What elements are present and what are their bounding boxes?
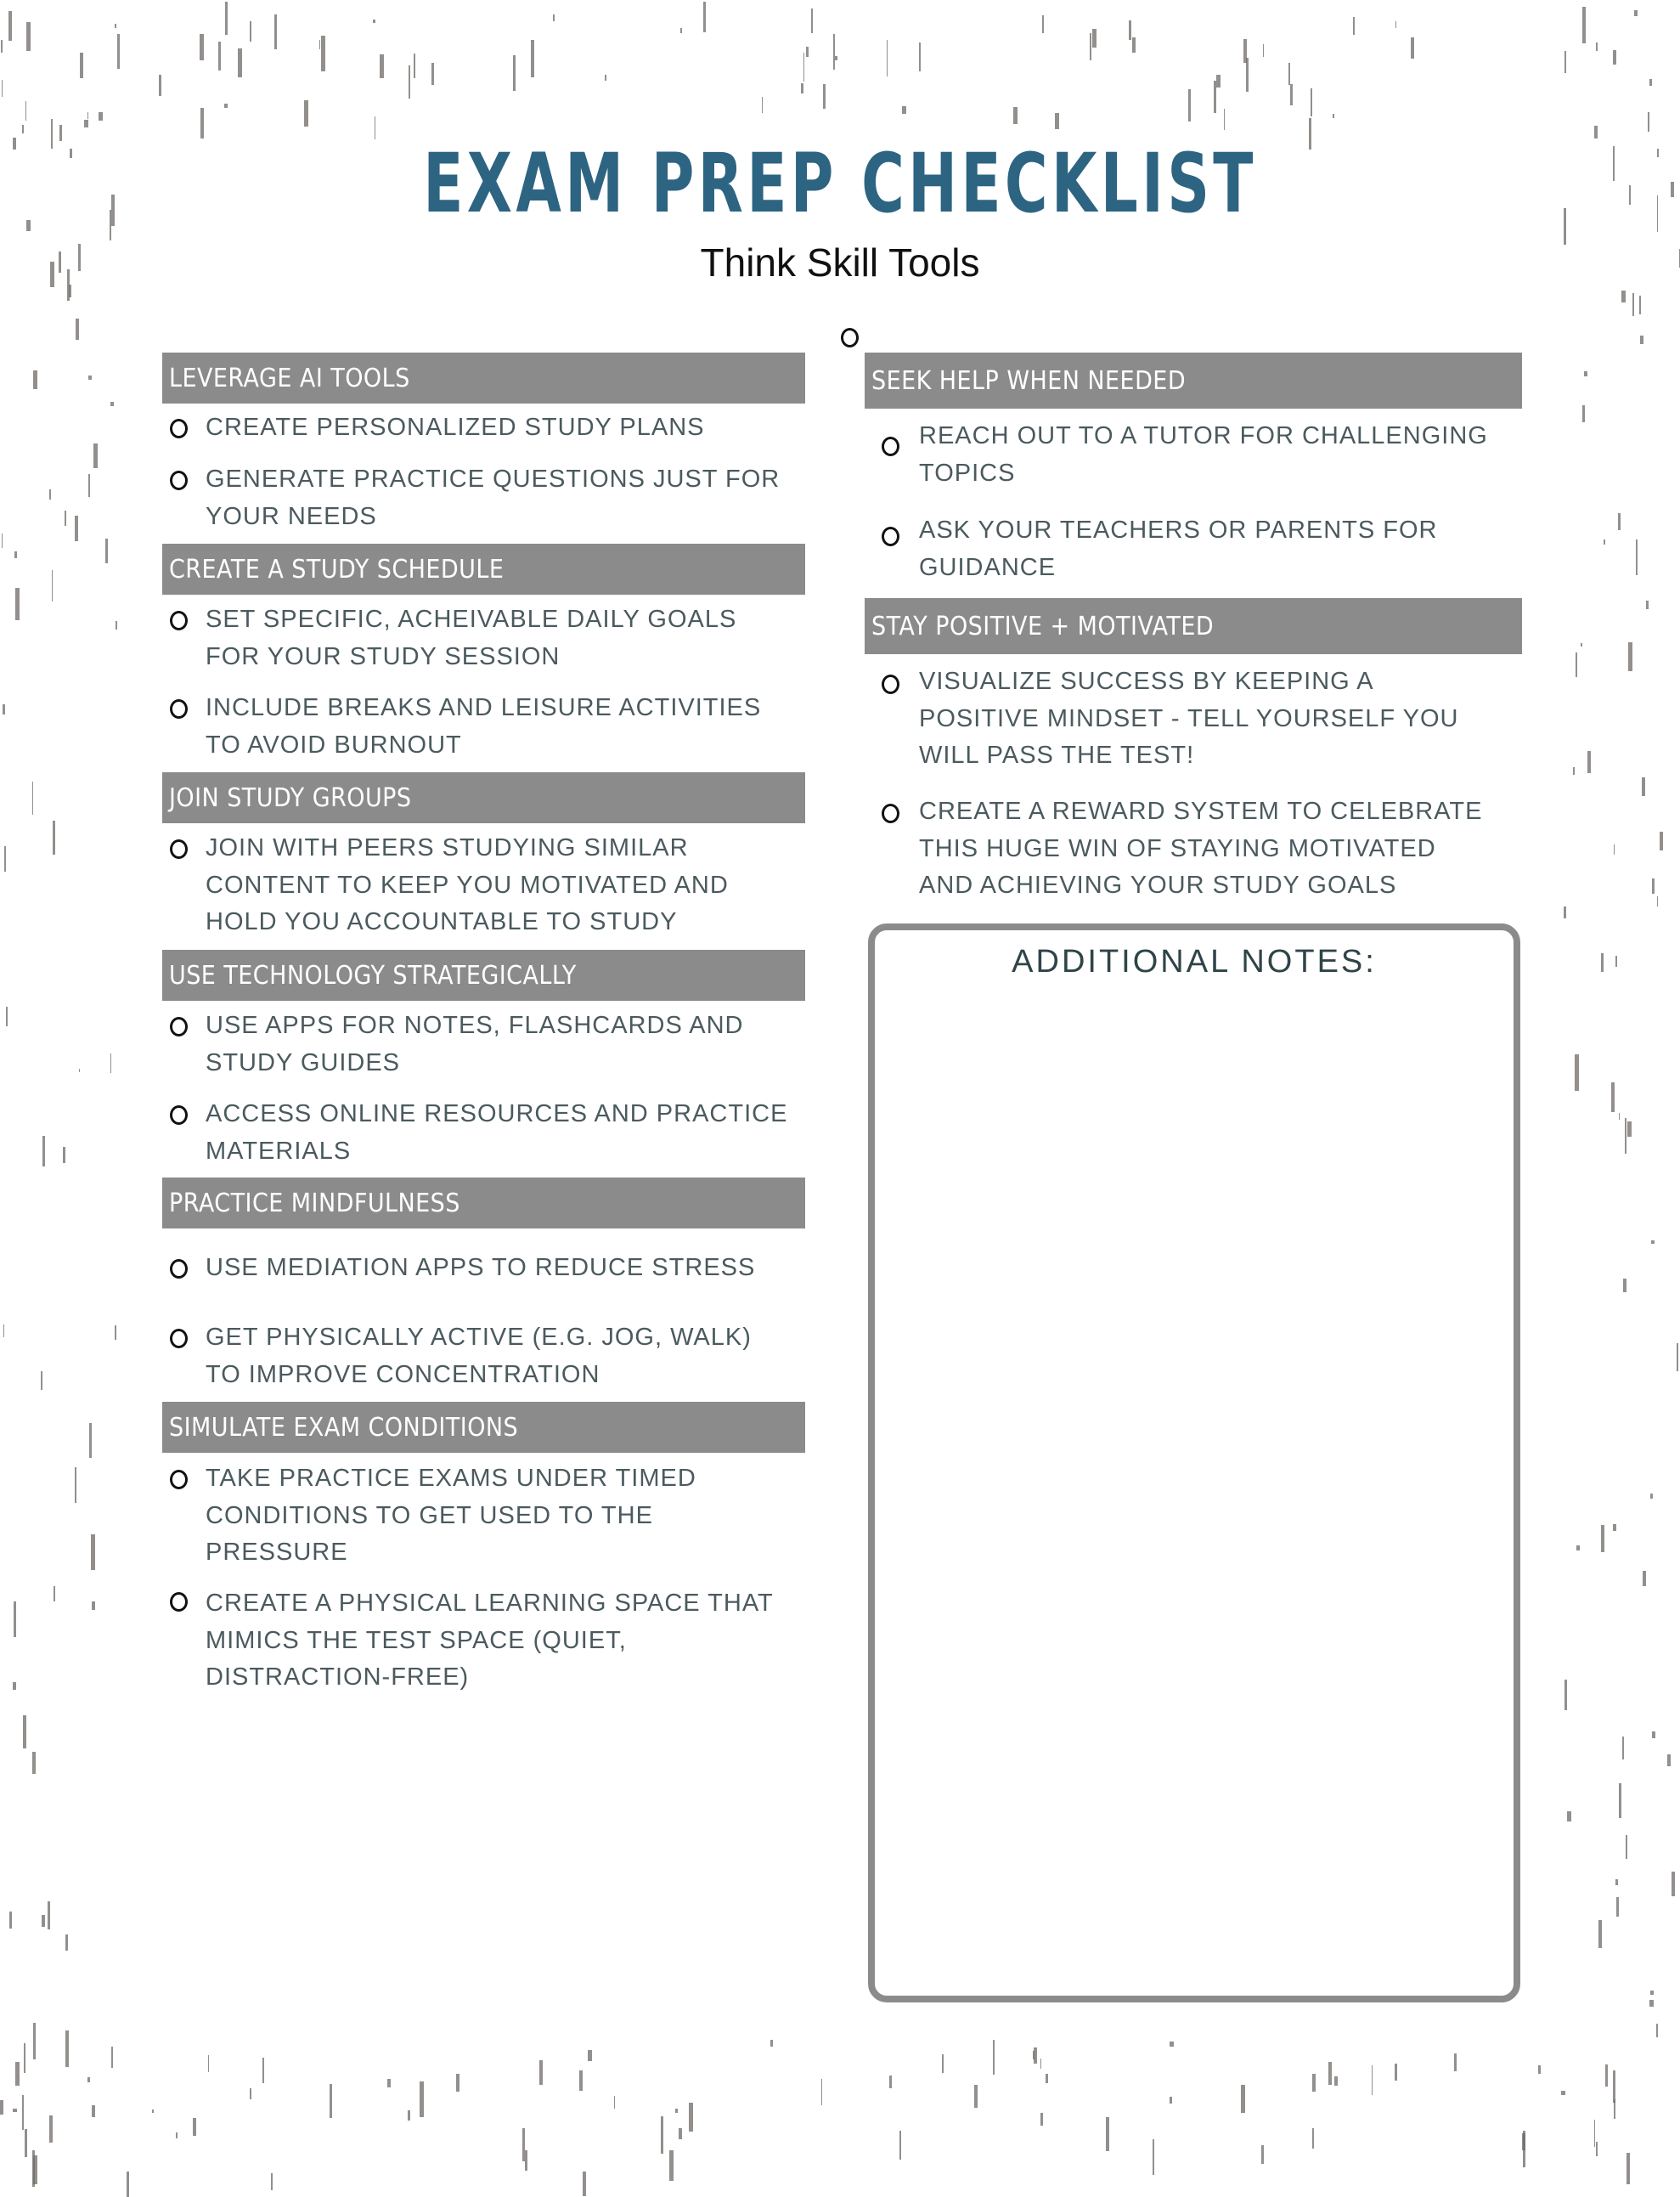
grunge-mark: [127, 2172, 129, 2197]
grunge-mark: [0, 2100, 3, 2115]
grunge-mark: [24, 2043, 26, 2074]
grunge-mark: [87, 112, 89, 119]
grunge-mark: [803, 53, 804, 82]
grunge-mark: [1652, 878, 1655, 895]
grunge-mark: [1170, 2097, 1171, 2104]
grunge-mark: [111, 195, 115, 226]
grunge-mark: [1013, 107, 1018, 124]
grunge-mark: [88, 376, 92, 380]
grunge-mark: [899, 2131, 900, 2159]
checkbox[interactable]: [882, 675, 899, 694]
grunge-mark: [1613, 146, 1614, 181]
grunge-mark: [431, 63, 434, 84]
checklist-item: SET SPECIFIC, ACHEIVABLE DAILY GOALS FOR YOUR STUDY SESSION: [206, 606, 737, 670]
grunge-mark: [75, 1467, 76, 1503]
grunge-mark: [88, 474, 90, 497]
grunge-mark: [2, 80, 3, 97]
grunge-mark: [1046, 2074, 1048, 2083]
grunge-mark: [262, 2058, 264, 2083]
grunge-mark: [1601, 1525, 1604, 1552]
grunge-mark: [1626, 2153, 1630, 2184]
grunge-mark: [1596, 42, 1598, 51]
grunge-mark: [1667, 1754, 1671, 1765]
grunge-mark: [3, 1324, 5, 1336]
grunge-mark: [456, 2074, 460, 2092]
grunge-mark: [1106, 2117, 1109, 2151]
grunge-mark: [513, 55, 516, 91]
grunge-mark: [1042, 15, 1044, 33]
grunge-mark: [69, 285, 71, 297]
grunge-mark: [92, 1601, 95, 1609]
grunge-mark: [1333, 114, 1334, 118]
grunge-mark: [1216, 75, 1221, 88]
grunge-mark: [1581, 643, 1582, 647]
grunge-mark: [42, 1136, 45, 1166]
grunge-mark: [1648, 112, 1649, 132]
grunge-mark: [208, 2055, 210, 2072]
grunge-mark: [59, 125, 62, 141]
grunge-mark: [218, 42, 221, 71]
checklist-item: CREATE A REWARD SYSTEM TO CELEBRATE THIS HUGE WIN OF STAYING MOTIVATED AND ACHIEVING YOUR STUDY GOALS: [919, 798, 1483, 899]
grunge-mark: [1628, 642, 1632, 671]
grunge-mark: [1640, 336, 1643, 345]
grunge-mark: [49, 2115, 53, 2143]
grunge-mark: [801, 83, 803, 93]
grunge-mark: [1639, 296, 1641, 314]
grunge-mark: [87, 2077, 90, 2083]
checkbox[interactable]: [170, 1017, 188, 1036]
page-title: EXAM PREP CHECKLIST: [423, 136, 1257, 231]
grunge-mark: [1584, 371, 1587, 376]
grunge-mark: [583, 2172, 586, 2196]
grunge-mark: [321, 36, 325, 71]
section-header: SEEK HELP WHEN NEEDED: [865, 353, 1522, 409]
grunge-mark: [1564, 51, 1566, 74]
grunge-mark: [1246, 58, 1249, 92]
grunge-mark: [65, 511, 66, 527]
grunge-mark: [680, 28, 683, 32]
grunge-mark: [1372, 2065, 1373, 2095]
grunge-mark: [1646, 601, 1649, 608]
grunge-mark: [6, 1007, 8, 1026]
grunge-mark: [224, 104, 228, 107]
grunge-mark: [65, 2030, 69, 2067]
grunge-mark: [319, 40, 320, 49]
grunge-mark: [1623, 1279, 1626, 1292]
grunge-mark: [1615, 1879, 1618, 1885]
grunge-mark: [531, 40, 534, 76]
section-header: PRACTICE MINDFULNESS: [162, 1178, 805, 1228]
checklist-item: VISUALIZE SUCCESS BY KEEPING A POSITIVE MINDSET - TELL YOURSELF YOU WILL PASS THE TEST!: [919, 668, 1459, 769]
grunge-mark: [110, 402, 114, 406]
grunge-mark: [679, 2128, 682, 2139]
grunge-mark: [1129, 20, 1131, 40]
checklist-item: ASK YOUR TEACHERS OR PARENTS FOR GUIDANCE: [919, 517, 1438, 581]
grunge-mark: [65, 1934, 68, 1951]
grunge-mark: [414, 54, 415, 79]
grunge-mark: [1652, 1731, 1655, 1738]
grunge-mark: [79, 1069, 80, 1072]
grunge-mark: [26, 220, 30, 231]
grunge-mark: [1650, 1991, 1654, 1995]
grunge-mark: [48, 1901, 51, 1929]
checklist-item: CREATE PERSONALIZED STUDY PLANS: [206, 414, 705, 441]
grunge-mark: [703, 2, 706, 33]
checklist-item: USE MEDIATION APPS TO REDUCE STRESS: [206, 1254, 756, 1281]
checkbox[interactable]: [882, 437, 899, 456]
grunge-mark: [1290, 84, 1293, 105]
grunge-mark: [111, 2047, 113, 2067]
grunge-mark: [1657, 896, 1658, 906]
checkbox[interactable]: [882, 804, 899, 823]
grunge-mark: [675, 2109, 677, 2113]
grunge-mark: [1651, 1240, 1655, 1245]
grunge-mark: [89, 1423, 92, 1458]
checklist-item: TAKE PRACTICE EXAMS UNDER TIMED CONDITIONS TO GET USED TO THE PRESSURE: [206, 1465, 696, 1566]
grunge-mark: [1312, 2128, 1313, 2149]
grunge-mark: [1657, 195, 1658, 232]
grunge-mark: [1188, 89, 1192, 122]
grunge-mark: [225, 2, 228, 35]
grunge-mark: [1649, 2000, 1654, 2007]
grunge-mark: [1642, 777, 1645, 797]
grunge-mark: [1582, 405, 1585, 423]
grunge-mark: [1573, 767, 1574, 776]
grunge-mark: [1656, 2024, 1658, 2037]
grunge-mark: [823, 84, 826, 109]
grunge-mark: [1312, 2074, 1315, 2092]
grunge-mark: [669, 2150, 674, 2181]
grunge-mark: [1621, 291, 1626, 302]
page-subtitle: Think Skill Tools: [700, 240, 980, 285]
checkbox[interactable]: [170, 1259, 188, 1279]
grunge-mark: [1395, 2064, 1396, 2081]
grunge-mark: [1033, 2051, 1034, 2059]
grunge-mark: [1649, 79, 1653, 87]
grunge-mark: [54, 1586, 55, 1601]
grunge-mark: [1598, 1920, 1602, 1947]
grunge-mark: [1564, 1680, 1567, 1710]
grunge-mark: [84, 120, 88, 127]
grunge-mark: [200, 34, 204, 59]
grunge-mark: [63, 1147, 65, 1163]
grunge-mark: [1613, 50, 1616, 64]
grunge-mark: [605, 75, 607, 82]
grunge-mark: [1626, 1835, 1627, 1859]
grunge-mark: [887, 40, 888, 76]
grunge-mark: [23, 1715, 26, 1748]
grunge-mark: [15, 588, 19, 620]
checkbox[interactable]: [170, 611, 188, 630]
grunge-mark: [942, 2054, 944, 2073]
checkbox[interactable]: [170, 1470, 188, 1489]
grunge-mark: [110, 1053, 111, 1073]
checklist-item: ACCESS ONLINE RESOURCES AND PRACTICE MATERIALS: [206, 1100, 788, 1165]
grunge-mark: [99, 112, 103, 121]
grunge-mark: [1604, 539, 1605, 545]
checklist-item: CREATE A PHYSICAL LEARNING SPACE THAT MIMICS THE TEST SPACE (QUIET, DISTRACTION-FREE): [206, 1590, 774, 1691]
grunge-mark: [13, 1682, 16, 1690]
grunge-mark: [25, 2129, 26, 2157]
grunge-mark: [1561, 2091, 1565, 2094]
notes-title: ADDITIONAL NOTES:: [1012, 944, 1377, 980]
grunge-mark: [22, 2095, 24, 2129]
grunge-mark: [689, 2103, 693, 2131]
grunge-mark: [539, 2060, 544, 2085]
grunge-mark: [1634, 10, 1638, 16]
grunge-mark: [409, 65, 410, 99]
grunge-mark: [1170, 2042, 1174, 2047]
grunge-mark: [1643, 1571, 1647, 1586]
grunge-mark: [1587, 751, 1591, 773]
grunge-mark: [1629, 185, 1631, 205]
grunge-mark: [811, 8, 812, 33]
grunge-mark: [889, 2076, 892, 2088]
grunge-mark: [193, 2118, 196, 2136]
grunge-mark: [1614, 844, 1615, 855]
grunge-mark: [75, 516, 78, 541]
grunge-mark: [105, 539, 108, 564]
grunge-mark: [32, 1752, 36, 1774]
grunge-mark: [1619, 1113, 1620, 1120]
checkbox[interactable]: [170, 1592, 188, 1612]
grunge-mark: [1522, 2133, 1525, 2151]
grunge-mark: [9, 1912, 12, 1929]
checklist-item: REACH OUT TO A TUTOR FOR CHALLENGING TOPICS: [919, 422, 1488, 487]
grunge-mark: [13, 138, 16, 150]
grunge-mark: [1454, 2053, 1457, 2071]
grunge-mark: [4, 846, 6, 872]
grunge-mark: [1040, 2059, 1041, 2070]
grunge-mark: [1092, 29, 1097, 48]
grunge-mark: [70, 149, 71, 158]
grunge-mark: [806, 47, 809, 57]
grunge-mark: [304, 100, 308, 127]
grunge-mark: [33, 2155, 37, 2184]
grunge-mark: [92, 2105, 96, 2116]
grunge-mark: [588, 2050, 592, 2062]
grunge-mark: [387, 2079, 391, 2087]
grunge-mark: [32, 782, 33, 815]
grunge-mark: [1395, 21, 1396, 27]
grunge-mark: [661, 2116, 662, 2154]
grunge-mark: [1564, 906, 1566, 918]
grunge-mark: [1261, 2145, 1264, 2164]
grunge-mark: [14, 551, 17, 558]
grunge-mark: [902, 106, 905, 115]
grunge-mark: [115, 1325, 116, 1340]
grunge-mark: [1353, 17, 1355, 36]
checklist-item: GET PHYSICALLY ACTIVE (E.G. JOG, WALK) TO IMPROVE CONCENTRATION: [206, 1324, 752, 1388]
grunge-mark: [15, 2062, 19, 2086]
grunge-mark: [1619, 1783, 1621, 1818]
grunge-mark: [1288, 63, 1290, 85]
grunge-mark: [80, 53, 83, 78]
grunge-mark: [93, 443, 98, 469]
checkbox[interactable]: [170, 1329, 188, 1348]
grunge-mark: [1605, 2064, 1608, 2087]
grunge-mark: [33, 370, 37, 389]
section-header: LEVERAGE AI TOOLS: [162, 353, 805, 404]
grunge-mark: [152, 2109, 154, 2113]
grunge-mark: [420, 2081, 424, 2117]
grunge-mark: [408, 2110, 410, 2121]
grunge-mark: [117, 34, 120, 69]
grunge-mark: [2, 534, 3, 548]
grunge-mark: [1263, 44, 1264, 56]
grunge-mark: [1582, 7, 1586, 44]
grunge-mark: [1538, 2065, 1540, 2074]
grunge-mark: [159, 75, 161, 95]
grunge-mark: [1672, 1872, 1675, 1897]
grunge-mark: [1671, 182, 1674, 197]
grunge-mark: [770, 2040, 773, 2047]
grunge-mark: [762, 97, 763, 114]
grunge-mark: [1677, 1343, 1679, 1371]
grunge-mark: [25, 101, 26, 121]
grunge-mark: [1090, 33, 1091, 60]
grunge-mark: [919, 42, 921, 72]
grunge-mark: [76, 319, 80, 340]
grunge-mark: [274, 14, 277, 48]
grunge-mark: [1040, 2113, 1043, 2126]
grunge-mark: [1657, 149, 1660, 157]
grunge-mark: [1627, 1121, 1631, 1137]
checklist-item: GENERATE PRACTICE QUESTIONS JUST FOR YOUR NEEDS: [206, 466, 781, 530]
grunge-mark: [1241, 2085, 1245, 2113]
grunge-mark: [1055, 113, 1059, 129]
grunge-mark: [91, 1534, 94, 1571]
grunge-mark: [1567, 1811, 1571, 1821]
checkbox[interactable]: [882, 527, 899, 546]
grunge-mark: [1650, 1494, 1653, 1499]
checkbox[interactable]: [170, 419, 188, 438]
grunge-mark: [993, 2040, 995, 2076]
section-header: JOIN STUDY GROUPS: [162, 772, 805, 823]
grunge-mark: [1613, 1524, 1616, 1530]
grunge-mark: [22, 125, 24, 133]
checkbox[interactable]: [170, 1105, 188, 1125]
checkbox[interactable]: [170, 471, 188, 490]
section-header: SIMULATE EXAM CONDITIONS: [162, 1402, 805, 1453]
grunge-mark: [1611, 1082, 1615, 1112]
grunge-mark: [238, 48, 242, 77]
grunge-mark: [833, 34, 835, 69]
grunge-mark: [380, 54, 384, 78]
grunge-mark: [1311, 88, 1312, 116]
grunge-mark: [1618, 513, 1621, 530]
grunge-mark: [52, 570, 53, 601]
grunge-mark: [522, 2128, 525, 2161]
grunge-mark: [1334, 2076, 1339, 2087]
grunge-mark: [271, 2173, 273, 2190]
grunge-mark: [1224, 109, 1225, 130]
grunge-mark: [1636, 539, 1638, 575]
grunge-mark: [51, 119, 53, 148]
grunge-mark: [1214, 81, 1216, 113]
section-header: USE TECHNOLOGY STRATEGICALLY: [162, 950, 805, 1001]
grunge-mark: [33, 2023, 37, 2059]
grunge-mark: [579, 2070, 583, 2091]
grunge-mark: [553, 14, 555, 21]
grunge-mark: [1594, 126, 1598, 138]
grunge-mark: [3, 704, 4, 715]
grunge-mark: [14, 1601, 16, 1637]
grunge-mark: [200, 108, 204, 138]
grunge-mark: [49, 489, 51, 500]
checklist-item: INCLUDE BREAKS AND LEISURE ACTIVITIES TO AVOID BURNOUT: [206, 694, 762, 759]
grunge-mark: [330, 2084, 332, 2118]
grunge-mark: [115, 24, 116, 28]
checklist-item: JOIN WITH PEERS STUDYING SIMILAR CONTENT TO KEEP YOU MOTIVATED AND HOLD YOU ACCOUNTABLE TO STUDY: [206, 834, 729, 935]
grunge-mark: [373, 20, 375, 23]
grunge-mark: [110, 210, 111, 240]
grunge-mark: [974, 2085, 978, 2108]
grunge-mark: [1596, 2142, 1597, 2156]
section-header: STAY POSITIVE + MOTIVATED: [865, 598, 1522, 654]
stray-checkbox-circle[interactable]: [841, 328, 859, 347]
grunge-mark: [1575, 1054, 1579, 1091]
grunge-mark: [26, 22, 30, 51]
grunge-mark: [1328, 2062, 1332, 2085]
grunge-mark: [1576, 1545, 1580, 1550]
grunge-mark: [1, 40, 3, 54]
grunge-mark: [1660, 832, 1663, 850]
grunge-mark: [41, 1371, 42, 1390]
grunge-mark: [821, 2079, 822, 2105]
grunge-mark: [53, 821, 55, 855]
grunge-mark: [13, 2109, 16, 2112]
grunge-mark: [1616, 1897, 1619, 1917]
grunge-mark: [250, 21, 251, 42]
grunge-mark: [250, 2088, 251, 2100]
additional-notes-box[interactable]: [868, 923, 1520, 2002]
checklist-item: USE APPS FOR NOTES, FLASHCARDS AND STUDY GUIDES: [206, 1012, 744, 1076]
grunge-mark: [176, 2132, 178, 2138]
grunge-mark: [1615, 956, 1617, 967]
grunge-mark: [1132, 37, 1136, 53]
grunge-mark: [1625, 1118, 1626, 1153]
grunge-mark: [1632, 293, 1634, 316]
grunge-mark: [1153, 2139, 1154, 2175]
grunge-mark: [614, 2096, 615, 2109]
grunge-mark: [42, 1915, 45, 1927]
checkbox[interactable]: [170, 839, 188, 859]
grunge-mark: [1622, 1737, 1625, 1759]
grunge-mark: [1594, 2120, 1596, 2146]
grunge-mark: [1613, 2070, 1615, 2103]
grunge-mark: [1601, 953, 1604, 972]
checkbox[interactable]: [170, 699, 188, 719]
section-header: CREATE A STUDY SCHEDULE: [162, 544, 805, 595]
grunge-mark: [835, 56, 837, 60]
grunge-mark: [1411, 37, 1414, 59]
grunge-mark: [8, 11, 11, 41]
